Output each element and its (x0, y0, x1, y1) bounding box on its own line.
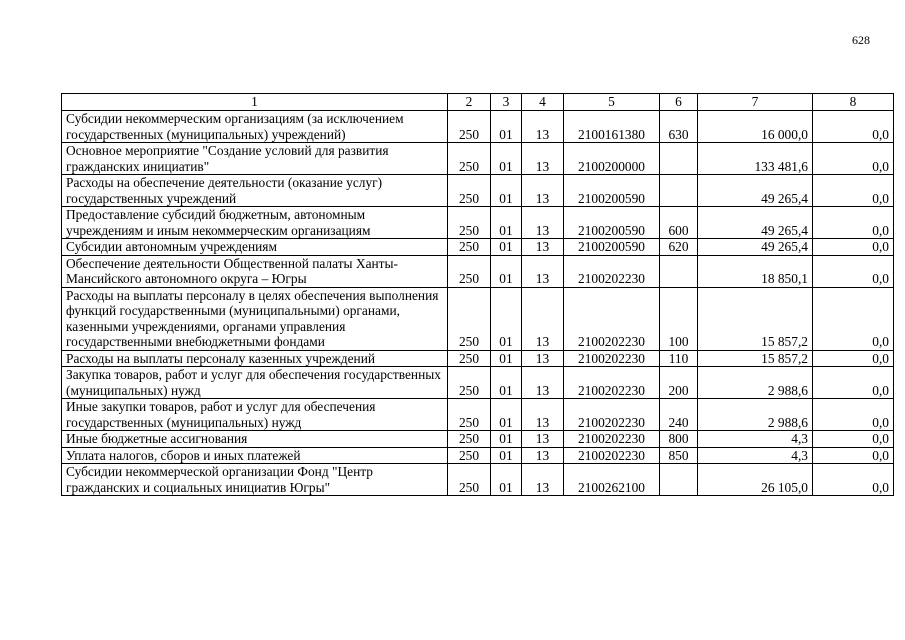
code-col3-cell: 01 (491, 207, 522, 239)
code-col2-cell: 250 (448, 239, 491, 256)
code-col4-cell: 13 (522, 175, 564, 207)
amount-col8-cell: 0,0 (813, 175, 894, 207)
amount-col8-cell: 0,0 (813, 207, 894, 239)
amount-col7-cell: 49 265,4 (698, 207, 813, 239)
code-col6-cell: 850 (660, 447, 698, 464)
code-col4-cell: 13 (522, 464, 564, 496)
code-col4-cell: 13 (522, 350, 564, 367)
code-col2-cell: 250 (448, 111, 491, 143)
item-name-cell: Иные бюджетные ассигнования (62, 431, 448, 448)
amount-col7-cell: 2 988,6 (698, 399, 813, 431)
amount-col7-cell: 49 265,4 (698, 239, 813, 256)
code-col5-cell: 2100200590 (564, 207, 660, 239)
amount-col8-cell: 0,0 (813, 239, 894, 256)
code-col5-cell: 2100202230 (564, 287, 660, 350)
amount-col7-cell: 18 850,1 (698, 255, 813, 287)
code-col4-cell: 13 (522, 399, 564, 431)
code-col5-cell: 2100202230 (564, 447, 660, 464)
code-col5-cell: 2100202230 (564, 350, 660, 367)
item-name-cell: Расходы на выплаты персоналу в целях обеспечения выполнения функций государственными (муниципальными) органами, казенными учреждениями, органами управления государственными внебюджетными фондами (62, 287, 448, 350)
table-row (62, 143, 894, 175)
code-col2-cell: 250 (448, 255, 491, 287)
item-name-cell: Предоставление субсидий бюджетным, автономным учреждениям и иным некоммерческим организациям (62, 207, 448, 239)
code-col2-cell: 250 (448, 207, 491, 239)
code-col3-cell: 01 (491, 350, 522, 367)
code-col2-cell: 250 (448, 399, 491, 431)
amount-col7-cell: 15 857,2 (698, 350, 813, 367)
amount-col8-cell: 0,0 (813, 350, 894, 367)
code-col3-cell: 01 (491, 464, 522, 496)
item-name-cell: Расходы на выплаты персоналу казенных учреждений (62, 350, 448, 367)
code-col6-cell (660, 255, 698, 287)
amount-col7-cell: 2 988,6 (698, 367, 813, 399)
code-col2-cell: 250 (448, 367, 491, 399)
code-col3-cell: 01 (491, 399, 522, 431)
column-header: 7 (698, 94, 813, 111)
item-name-cell: Субсидии некоммерческим организациям (за исключением государственных (муниципальных) учреждений) (62, 111, 448, 143)
item-name-cell: Иные закупки товаров, работ и услуг для обеспечения государственных (муниципальных) нужд (62, 399, 448, 431)
item-name-cell: Обеспечение деятельности Общественной палаты Ханты-Мансийского автономного округа – Югры (62, 255, 448, 287)
table-row (62, 255, 894, 287)
table-row (62, 350, 894, 367)
code-col6-cell: 620 (660, 239, 698, 256)
code-col4-cell: 13 (522, 367, 564, 399)
code-col4-cell: 13 (522, 207, 564, 239)
code-col3-cell: 01 (491, 111, 522, 143)
code-col4-cell: 13 (522, 255, 564, 287)
code-col2-cell: 250 (448, 175, 491, 207)
code-col4-cell: 13 (522, 431, 564, 448)
code-col3-cell: 01 (491, 447, 522, 464)
amount-col8-cell: 0,0 (813, 464, 894, 496)
code-col3-cell: 01 (491, 255, 522, 287)
table-row (62, 399, 894, 431)
code-col6-cell: 100 (660, 287, 698, 350)
amount-col7-cell: 4,3 (698, 431, 813, 448)
code-col3-cell: 01 (491, 239, 522, 256)
amount-col7-cell: 26 105,0 (698, 464, 813, 496)
code-col2-cell: 250 (448, 350, 491, 367)
table-row (62, 239, 894, 256)
amount-col8-cell: 0,0 (813, 287, 894, 350)
table-row (62, 367, 894, 399)
amount-col7-cell: 16 000,0 (698, 111, 813, 143)
code-col4-cell: 13 (522, 111, 564, 143)
code-col2-cell: 250 (448, 464, 491, 496)
column-header: 6 (660, 94, 698, 111)
code-col3-cell: 01 (491, 175, 522, 207)
code-col2-cell: 250 (448, 143, 491, 175)
amount-col8-cell: 0,0 (813, 399, 894, 431)
code-col4-cell: 13 (522, 143, 564, 175)
amount-col8-cell: 0,0 (813, 255, 894, 287)
code-col6-cell: 630 (660, 111, 698, 143)
column-header: 2 (448, 94, 491, 111)
amount-col7-cell: 133 481,6 (698, 143, 813, 175)
item-name-cell: Основное мероприятие "Создание условий для развития гражданских инициатив" (62, 143, 448, 175)
code-col3-cell: 01 (491, 143, 522, 175)
code-col4-cell: 13 (522, 239, 564, 256)
table-row (62, 431, 894, 448)
code-col6-cell: 800 (660, 431, 698, 448)
code-col6-cell: 240 (660, 399, 698, 431)
column-header: 3 (491, 94, 522, 111)
table-body (62, 94, 894, 496)
page-number: 628 (852, 33, 870, 47)
code-col3-cell: 01 (491, 431, 522, 448)
amount-col8-cell: 0,0 (813, 111, 894, 143)
table-row (62, 447, 894, 464)
item-name-cell: Субсидии автономным учреждениям (62, 239, 448, 256)
amount-col8-cell: 0,0 (813, 447, 894, 464)
code-col4-cell: 13 (522, 447, 564, 464)
amount-col7-cell: 49 265,4 (698, 175, 813, 207)
amount-col8-cell: 0,0 (813, 367, 894, 399)
code-col6-cell: 110 (660, 350, 698, 367)
column-header: 1 (62, 94, 448, 111)
item-name-cell: Закупка товаров, работ и услуг для обеспечения государственных (муниципальных) нужд (62, 367, 448, 399)
code-col3-cell: 01 (491, 287, 522, 350)
amount-col7-cell: 15 857,2 (698, 287, 813, 350)
code-col5-cell: 2100200590 (564, 175, 660, 207)
table-row (62, 207, 894, 239)
code-col5-cell: 2100200000 (564, 143, 660, 175)
table-row (62, 175, 894, 207)
code-col5-cell: 2100202230 (564, 367, 660, 399)
code-col5-cell: 2100262100 (564, 464, 660, 496)
budget-table (61, 93, 894, 496)
item-name-cell: Уплата налогов, сборов и иных платежей (62, 447, 448, 464)
code-col2-cell: 250 (448, 431, 491, 448)
item-name-cell: Расходы на обеспечение деятельности (оказание услуг) государственных учреждений (62, 175, 448, 207)
code-col6-cell (660, 175, 698, 207)
column-header: 5 (564, 94, 660, 111)
item-name-cell: Субсидии некоммерческой организации Фонд "Центр гражданских и социальных инициатив Югры" (62, 464, 448, 496)
header-row (62, 94, 894, 111)
table-row (62, 111, 894, 143)
table-row (62, 287, 894, 350)
amount-col8-cell: 0,0 (813, 143, 894, 175)
code-col4-cell: 13 (522, 287, 564, 350)
code-col2-cell: 250 (448, 447, 491, 464)
code-col2-cell: 250 (448, 287, 491, 350)
amount-col8-cell: 0,0 (813, 431, 894, 448)
code-col5-cell: 2100200590 (564, 239, 660, 256)
amount-col7-cell: 4,3 (698, 447, 813, 464)
code-col3-cell: 01 (491, 367, 522, 399)
code-col5-cell: 2100202230 (564, 255, 660, 287)
code-col6-cell (660, 464, 698, 496)
code-col5-cell: 2100161380 (564, 111, 660, 143)
code-col5-cell: 2100202230 (564, 431, 660, 448)
table-row (62, 464, 894, 496)
code-col5-cell: 2100202230 (564, 399, 660, 431)
column-header: 4 (522, 94, 564, 111)
code-col6-cell: 200 (660, 367, 698, 399)
column-header: 8 (813, 94, 894, 111)
code-col6-cell (660, 143, 698, 175)
code-col6-cell: 600 (660, 207, 698, 239)
